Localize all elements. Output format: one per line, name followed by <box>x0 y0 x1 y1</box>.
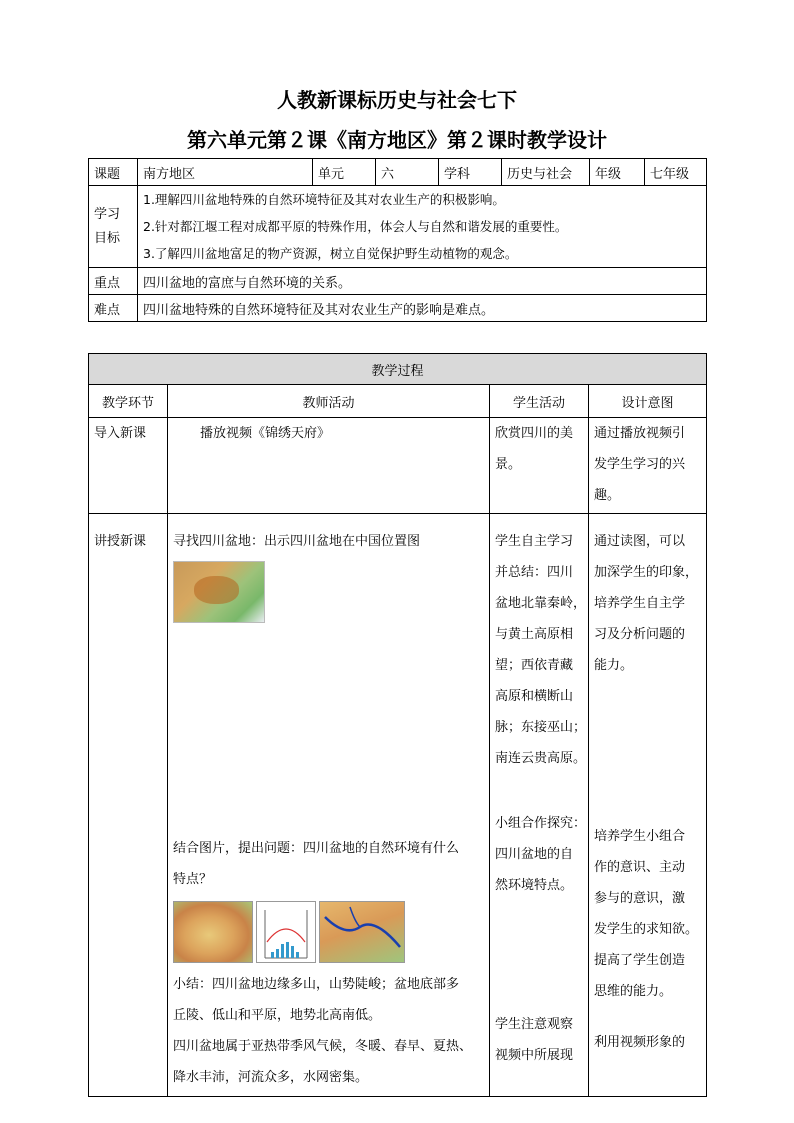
header-intent: 设计意图 <box>589 385 707 418</box>
student-activity-b: 小组合作探究： 四川盆地的自 然环境特点。 <box>495 816 587 893</box>
header-teacher: 教师活动 <box>168 385 490 418</box>
goal-item: 2.针对都江堰工程对成都平原的特殊作用，体会人与自然和谐发展的重要性。 <box>143 219 568 234</box>
intent-b: 培养学生小组合 作的意识、主动 参与的意识，激 发学生的求知欲。 提高了学生创造 思维的能力。 <box>594 829 699 999</box>
teacher-paragraph-3: 小结：四川盆地边缘多山，山势陡峻；盆地底部多 丘陵、低山和平原，地势北高南低。 <box>173 977 460 1023</box>
goal-item: 1.理解四川盆地特殊的自然环境特征及其对农业生产的积极影响。 <box>143 192 505 207</box>
teacher-paragraph-4: 四川盆地属于亚热带季风气候，冬暖、春早、夏热、 降水丰沛，河流众多，水网密集。 <box>173 1039 473 1085</box>
grade-value: 七年级 <box>645 159 707 186</box>
goal-item: 3.了解四川盆地富足的物产资源，树立自觉保护野生动植物的观念。 <box>143 246 518 261</box>
goals-label: 学习 目标 <box>89 186 138 268</box>
teacher-paragraph-2: 结合图片，提出问题：四川盆地的自然环境有什么 特点？ <box>173 841 460 887</box>
stage-lecture: 讲授新课 <box>89 514 168 1097</box>
student-activity-c: 学生注意观察 视频中所展现 <box>495 1017 574 1063</box>
intent-a: 通过读图，可以 加深学生的印象， 培养学生自主学 习及分析问题的 能力。 <box>594 534 699 673</box>
document-title: 人教新课标历史与社会七下 <box>277 88 517 112</box>
basin-images <box>173 901 484 963</box>
student-intro: 欣赏四川的美 景。 <box>490 418 589 514</box>
process-title: 教学过程 <box>89 354 707 385</box>
basin-terrain-map-image <box>173 901 253 963</box>
teacher-lecture <box>168 514 490 1097</box>
climate-chart-image <box>256 901 316 963</box>
china-map-image <box>173 561 265 623</box>
subject-label: 学科 <box>439 159 502 186</box>
info-table <box>88 158 707 322</box>
unit-value: 六 <box>376 159 439 186</box>
subject-value: 历史与社会 <box>502 159 590 186</box>
goals-list <box>138 186 707 268</box>
process-table <box>88 353 707 1097</box>
intent-c: 利用视频形象的 <box>594 1035 686 1050</box>
topic-label: 课题 <box>89 159 138 186</box>
topic-value: 南方地区 <box>138 159 313 186</box>
difficulty-label: 难点 <box>89 295 138 322</box>
student-activity-a: 学生自主学习 并总结：四川 盆地北靠秦岭， 与黄土高原相 望；西依青藏 高原和横断山 脉；东接巫山； 南连云贵高原。 <box>495 534 587 766</box>
difficulty-value: 四川盆地特殊的自然环境特征及其对农业生产的影响是难点。 <box>138 295 707 322</box>
unit-label: 单元 <box>313 159 376 186</box>
intent-lecture <box>589 514 707 1097</box>
stage-intro: 导入新课 <box>89 418 168 514</box>
key-point-label: 重点 <box>89 268 138 295</box>
student-lecture <box>490 514 589 1097</box>
header-stage: 教学环节 <box>89 385 168 418</box>
document-subtitle: 第六单元第２课《南方地区》第２课时教学设计 <box>187 128 607 152</box>
intent-intro: 通过播放视频引 发学生学习的兴 趣。 <box>589 418 707 514</box>
teacher-intro: 播放视频《锦绣天府》 <box>168 418 490 514</box>
grade-label: 年级 <box>590 159 645 186</box>
river-map-image <box>319 901 405 963</box>
key-point-value: 四川盆地的富庶与自然环境的关系。 <box>138 268 707 295</box>
teacher-paragraph-1: 寻找四川盆地：出示四川盆地在中国位置图 <box>173 534 421 549</box>
header-student: 学生活动 <box>490 385 589 418</box>
